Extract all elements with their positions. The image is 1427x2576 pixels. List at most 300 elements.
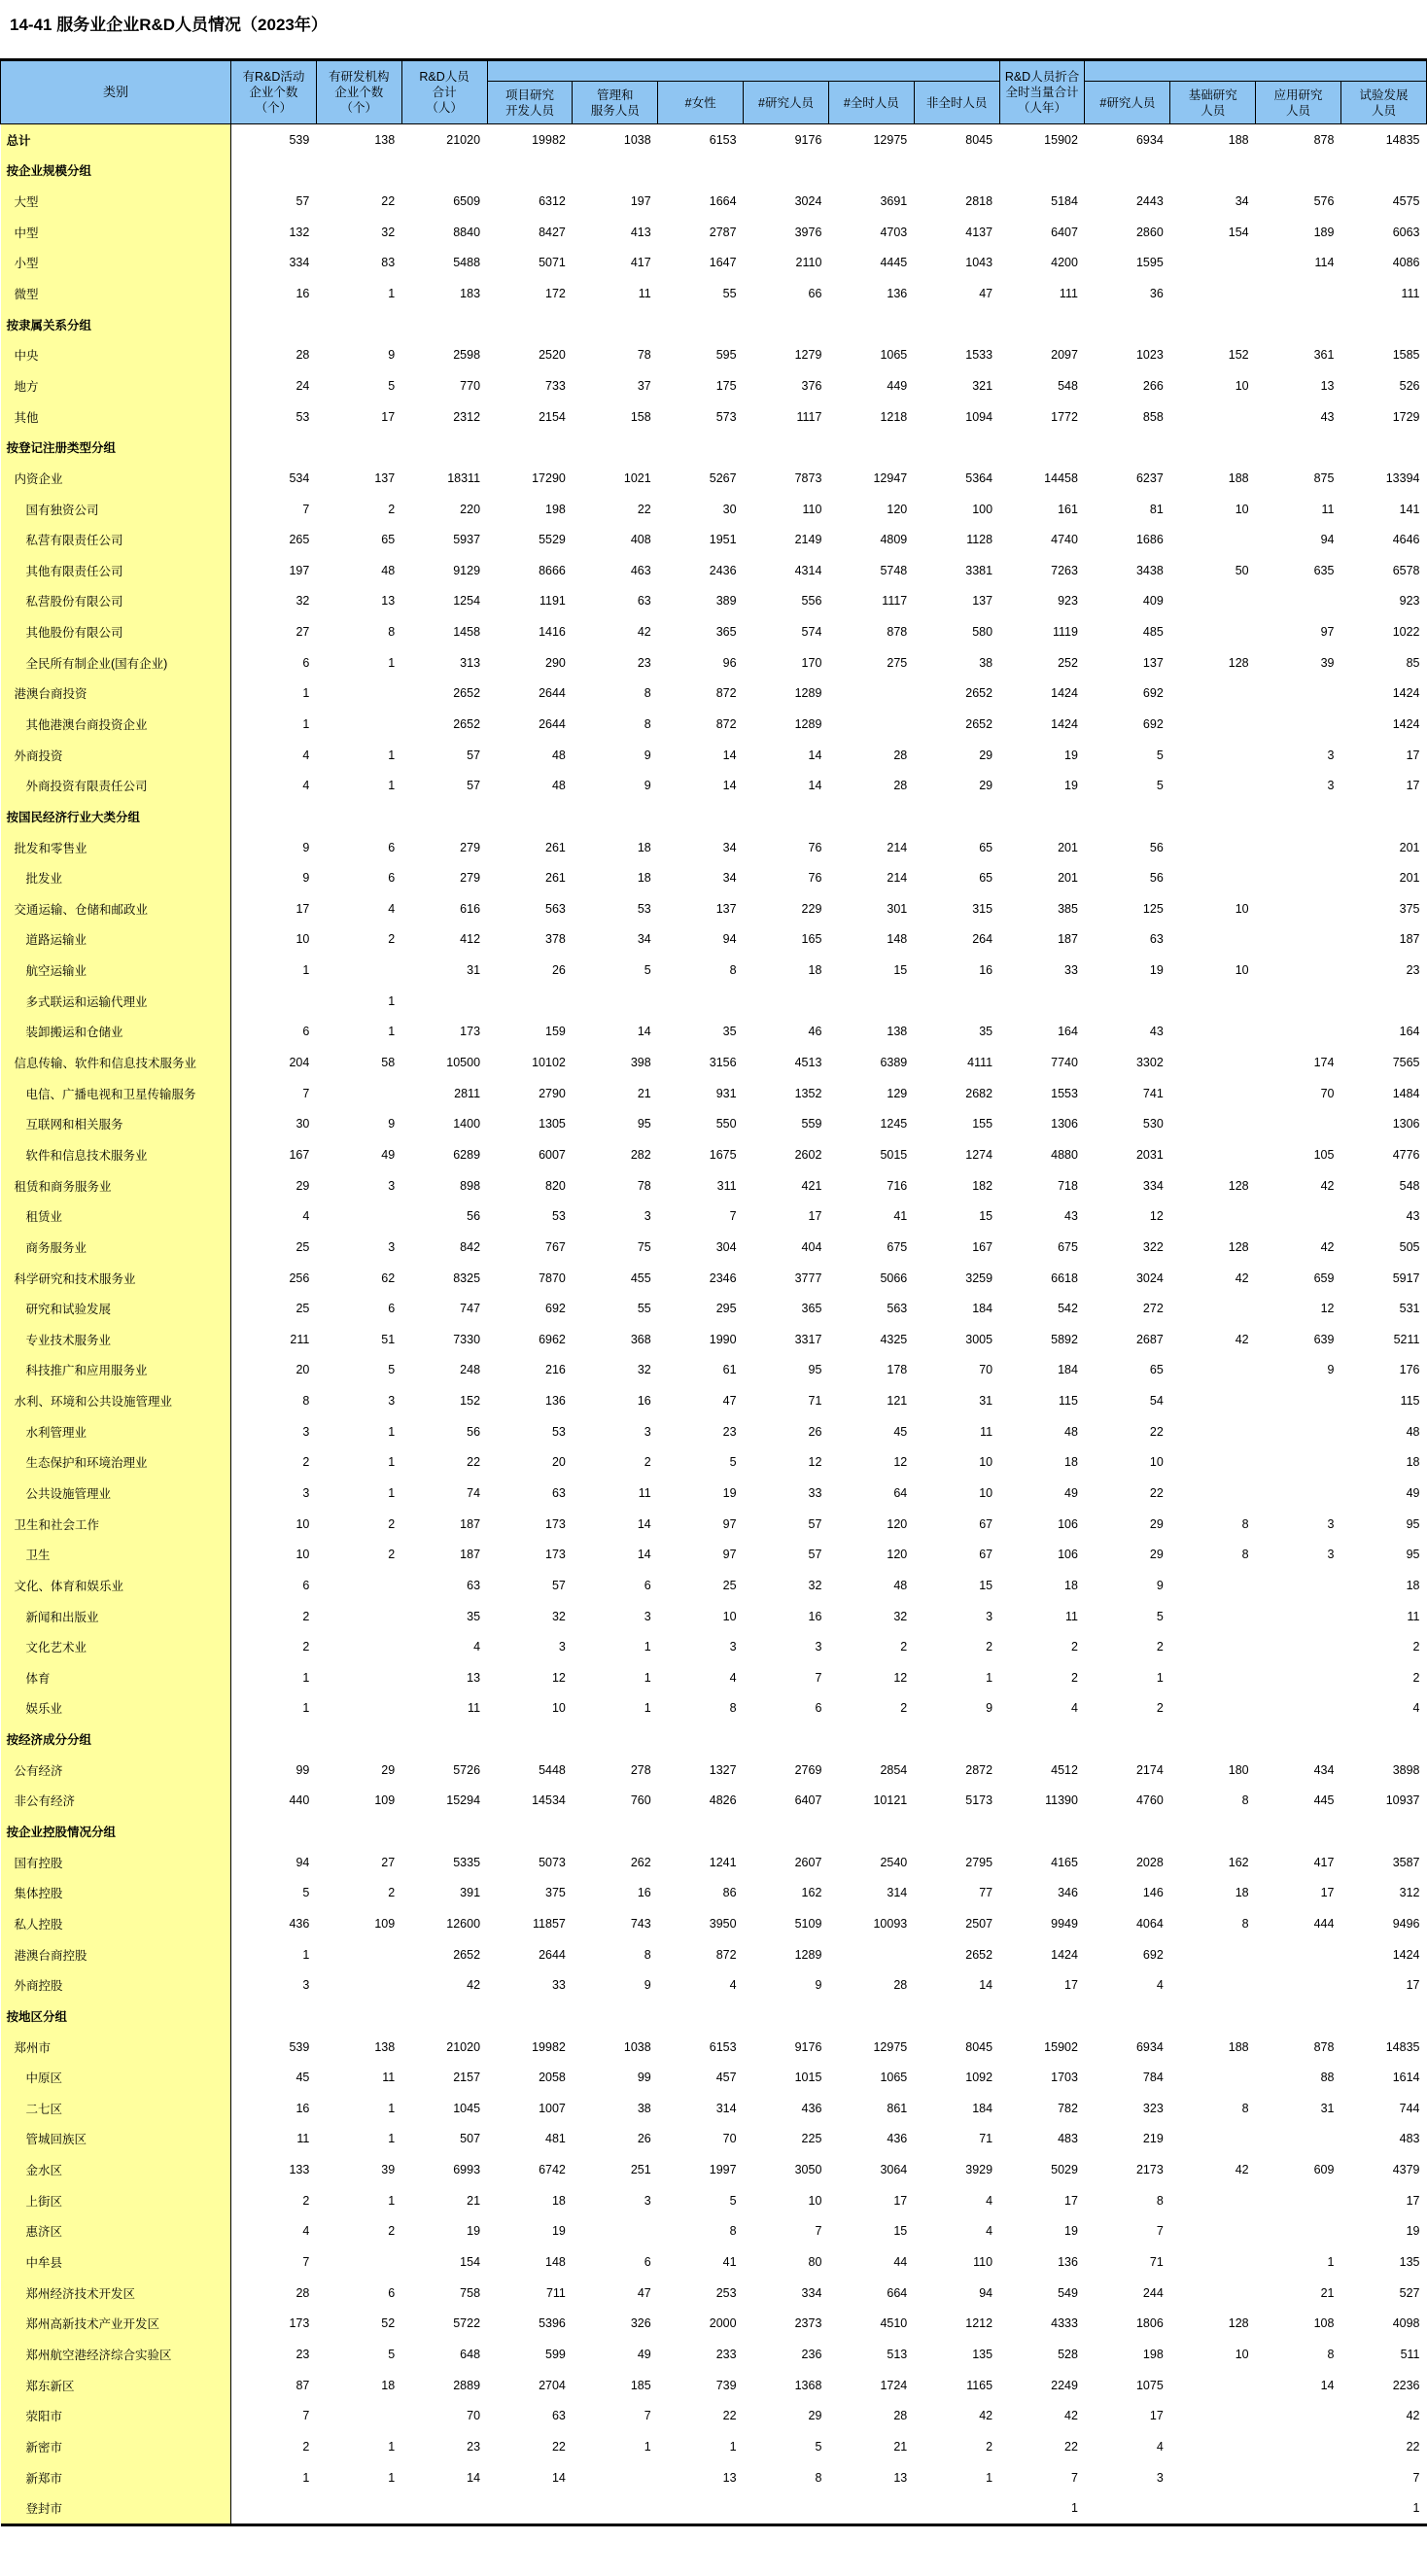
cell-rd_activity_firms: 4	[302, 2224, 310, 2239]
cell-mgmt_service_personnel: 3	[644, 1609, 651, 1623]
cell-mgmt_service_personnel: 42	[637, 625, 651, 640]
cell-part_time: 8045	[965, 2039, 993, 2054]
cell-basic_research: 128	[1228, 2316, 1249, 2331]
cell-rd_personnel_total: 74	[467, 1486, 481, 1500]
row-label: 电信、广播电视和卫星传输服务	[1, 1078, 231, 1109]
cell-basic_research: 10	[1235, 378, 1249, 393]
cell-fte_total: 19	[1064, 2224, 1078, 2239]
cell-researchers: 170	[801, 655, 822, 670]
cell-rd_institution_firms: 8	[388, 625, 396, 640]
cell-project_rd_personnel: 7870	[539, 1271, 566, 1285]
cell-fte_researchers: 1	[1156, 1670, 1164, 1685]
cell-part_time: 47	[979, 287, 993, 301]
cell-researchers: 162	[801, 1886, 822, 1900]
cell-full_time: 138	[887, 1025, 908, 1039]
cell-full_time: 15	[893, 2224, 908, 2239]
cell-rd_institution_firms: 62	[381, 1271, 396, 1285]
cell-experimental_dev: 1022	[1392, 625, 1420, 640]
cell-mgmt_service_personnel: 1021	[623, 470, 651, 485]
cell-experimental_dev: 511	[1400, 2347, 1420, 2361]
cell-rd_personnel_total	[401, 2001, 487, 2032]
row-label: 文化、体育和娱乐业	[1, 1570, 231, 1601]
cell-fte_total: 48	[1064, 1424, 1078, 1439]
cell-fte_researchers: 2031	[1135, 1147, 1164, 1162]
cell-rd_activity_firms: 17	[296, 901, 310, 916]
cell-rd_activity_firms: 3	[302, 1424, 310, 1439]
cell-rd_institution_firms	[316, 1693, 401, 1724]
row-label: 郑州经济技术开发区	[1, 2278, 231, 2309]
cell-rd_personnel_total: 8325	[453, 1271, 481, 1285]
cell-project_rd_personnel: 19982	[532, 132, 566, 147]
cell-rd_personnel_total: 5937	[453, 533, 481, 547]
cell-rd_institution_firms: 9	[388, 1117, 396, 1131]
cell-fte_researchers: 323	[1142, 2101, 1164, 2115]
cell-researchers: 8	[815, 2470, 822, 2485]
cell-full_time: 13	[893, 2470, 908, 2485]
cell-experimental_dev: 22	[1406, 2439, 1420, 2454]
cell-rd_activity_firms	[231, 2001, 317, 2032]
cell-project_rd_personnel: 20	[551, 1455, 566, 1470]
cell-researchers: 2769	[794, 1762, 822, 1777]
cell-rd_personnel_total: 57	[467, 779, 481, 793]
cell-mgmt_service_personnel: 760	[630, 1793, 651, 1808]
cell-mgmt_service_personnel: 463	[630, 563, 651, 577]
cell-project_rd_personnel: 136	[545, 1394, 566, 1409]
cell-basic_research	[1170, 801, 1256, 832]
cell-part_time: 4	[986, 2193, 993, 2208]
cell-full_time: 21	[893, 2439, 908, 2454]
cell-project_rd_personnel: 5071	[539, 256, 566, 270]
cell-full_time: 6389	[880, 1056, 908, 1070]
cell-fte_researchers: 6237	[1135, 470, 1164, 485]
cell-fte_total	[999, 309, 1085, 340]
table-body	[1, 124, 1427, 2525]
cell-mgmt_service_personnel: 1	[644, 1701, 651, 1716]
cell-researchers: 574	[801, 625, 822, 640]
cell-mgmt_service_personnel: 18	[637, 871, 651, 886]
cell-basic_research: 162	[1228, 1855, 1249, 1869]
cell-researchers: 6407	[794, 1793, 822, 1808]
cell-rd_personnel_total: 5722	[453, 2316, 481, 2331]
cell-rd_activity_firms: 211	[290, 1332, 310, 1346]
cell-basic_research	[1170, 709, 1256, 740]
cell-full_time: 5015	[880, 1147, 908, 1162]
cell-mgmt_service_personnel	[573, 156, 658, 187]
cell-rd_personnel_total: 21020	[446, 132, 481, 147]
cell-mgmt_service_personnel: 18	[637, 840, 651, 854]
cell-female: 30	[722, 502, 737, 516]
cell-experimental_dev: 4575	[1392, 194, 1420, 209]
cell-part_time: 3259	[965, 1271, 993, 1285]
cell-applied_research: 3	[1327, 779, 1335, 793]
cell-project_rd_personnel: 173	[545, 1516, 566, 1531]
table-row	[1, 1263, 1427, 1294]
cell-researchers: 71	[808, 1394, 822, 1409]
cell-female: 8	[729, 2224, 737, 2239]
cell-applied_research: 105	[1313, 1147, 1335, 1162]
row-label: 其他股份有限公司	[1, 616, 231, 647]
cell-project_rd_personnel: 6962	[539, 1332, 566, 1346]
cell-basic_research	[1170, 616, 1256, 647]
cell-full_time	[828, 1939, 914, 1970]
cell-fte_researchers: 10	[1149, 1455, 1164, 1470]
cell-applied_research: 576	[1313, 194, 1335, 209]
cell-female: 2000	[709, 2316, 737, 2331]
table-row	[1, 309, 1427, 340]
cell-project_rd_personnel	[487, 801, 573, 832]
cell-female: 872	[715, 716, 737, 731]
cell-fte_researchers: 741	[1142, 1086, 1164, 1100]
cell-experimental_dev: 19	[1406, 2224, 1420, 2239]
cell-part_time: 4111	[967, 1056, 993, 1070]
cell-fte_researchers: 485	[1142, 625, 1164, 640]
cell-experimental_dev: 42	[1406, 2409, 1420, 2423]
cell-fte_total: 187	[1058, 932, 1078, 947]
cell-rd_personnel_total: 279	[460, 871, 481, 886]
cell-rd_institution_firms: 51	[381, 1332, 396, 1346]
cell-full_time: 136	[887, 287, 908, 301]
cell-full_time: 214	[887, 840, 908, 854]
cell-project_rd_personnel: 2154	[539, 409, 566, 424]
cell-project_rd_personnel: 11857	[533, 1916, 566, 1931]
cell-experimental_dev: 17	[1406, 2193, 1420, 2208]
table-row	[1, 401, 1427, 433]
cell-fte_total: 9949	[1051, 1916, 1078, 1931]
cell-researchers: 6	[815, 1701, 822, 1716]
cell-fte_total: 4740	[1051, 533, 1078, 547]
cell-fte_researchers: 3024	[1135, 1271, 1164, 1285]
cell-rd_institution_firms: 1	[388, 748, 396, 762]
cell-experimental_dev: 1614	[1392, 2071, 1420, 2085]
cell-project_rd_personnel	[487, 2492, 573, 2524]
cell-basic_research	[1170, 1139, 1256, 1170]
cell-fte_total	[999, 432, 1085, 463]
cell-rd_personnel_total	[401, 1816, 487, 1847]
cell-rd_activity_firms: 2	[302, 2193, 310, 2208]
cell-rd_institution_firms	[316, 1662, 401, 1693]
cell-full_time: 1117	[882, 594, 908, 609]
cell-fte_total: 5892	[1051, 1332, 1078, 1346]
cell-rd_institution_firms	[316, 1570, 401, 1601]
cell-project_rd_personnel: 8427	[539, 225, 566, 239]
cell-project_rd_personnel: 22	[551, 2439, 566, 2454]
cell-female: 1990	[709, 1332, 737, 1346]
row-label: 中央	[1, 339, 231, 370]
cell-part_time: 71	[979, 2132, 993, 2146]
cell-rd_activity_firms: 99	[296, 1762, 310, 1777]
table-row	[1, 1416, 1427, 1447]
table-row	[1, 1201, 1427, 1232]
table-row	[1, 217, 1427, 248]
cell-researchers: 76	[808, 840, 822, 854]
cell-full_time: 28	[893, 779, 908, 793]
cell-fte_researchers	[1085, 1816, 1170, 1847]
cell-experimental_dev: 483	[1399, 2132, 1420, 2146]
cell-rd_personnel_total: 42	[467, 1978, 481, 1993]
table-row	[1, 2339, 1427, 2370]
cell-female: 34	[722, 871, 737, 886]
cell-part_time: 11	[980, 1424, 993, 1439]
cell-researchers: 4314	[794, 563, 822, 577]
cell-fte_total	[999, 986, 1085, 1017]
cell-applied_research	[1256, 2124, 1341, 2155]
cell-fte_researchers: 692	[1142, 686, 1164, 701]
table-row	[1, 2246, 1427, 2278]
cell-rd_institution_firms: 5	[388, 378, 396, 393]
cell-experimental_dev: 95	[1406, 1516, 1420, 1531]
column-header-rd_personnel_total: R&D人员 合计 （人）	[401, 60, 487, 124]
table-row	[1, 432, 1427, 463]
table-row	[1, 709, 1427, 740]
cell-part_time: 2652	[965, 686, 993, 701]
row-label: 外商控股	[1, 1969, 231, 2001]
cell-fte_total: 1772	[1051, 409, 1078, 424]
cell-rd_institution_firms: 65	[381, 533, 396, 547]
cell-part_time: 137	[972, 594, 993, 609]
cell-basic_research	[1170, 1662, 1256, 1693]
cell-fte_total: 1703	[1051, 2071, 1078, 2085]
cell-fte_total: 7	[1070, 2470, 1078, 2485]
cell-basic_research	[1170, 401, 1256, 433]
row-label: 中牟县	[1, 2246, 231, 2278]
cell-rd_activity_firms: 1	[302, 963, 310, 978]
cell-rd_activity_firms: 9	[302, 871, 310, 886]
cell-project_rd_personnel	[487, 1816, 573, 1847]
cell-experimental_dev: 1424	[1392, 716, 1420, 731]
cell-basic_research	[1170, 2001, 1256, 2032]
cell-female: 1997	[709, 2163, 737, 2177]
cell-part_time: 315	[972, 901, 993, 916]
cell-applied_research	[1256, 1969, 1341, 2001]
cell-basic_research: 8	[1241, 2101, 1249, 2115]
cell-basic_research	[1170, 1723, 1256, 1755]
cell-applied_research	[1256, 1447, 1341, 1479]
cell-applied_research	[1256, 893, 1341, 924]
cell-rd_institution_firms: 49	[381, 1147, 396, 1162]
cell-basic_research	[1170, 1969, 1256, 2001]
cell-fte_researchers: 1595	[1135, 256, 1164, 270]
cell-mgmt_service_personnel	[573, 1723, 658, 1755]
cell-experimental_dev: 14835	[1385, 132, 1420, 147]
cell-researchers: 10	[808, 2193, 822, 2208]
row-label: 上街区	[1, 2185, 231, 2216]
cell-project_rd_personnel: 767	[545, 1239, 566, 1254]
cell-basic_research	[1170, 2185, 1256, 2216]
cell-applied_research: 878	[1313, 132, 1335, 147]
cell-researchers: 18	[808, 963, 822, 978]
cell-fte_researchers: 2443	[1135, 194, 1164, 209]
cell-rd_personnel_total: 747	[460, 1302, 481, 1316]
row-label: 郑东新区	[1, 2370, 231, 2401]
cell-part_time: 38	[979, 655, 993, 670]
cell-fte_total: 201	[1058, 840, 1078, 854]
cell-part_time	[914, 432, 999, 463]
cell-fte_total: 106	[1058, 1516, 1078, 1531]
row-label: 卫生和社会工作	[1, 1509, 231, 1540]
cell-fte_researchers: 2687	[1135, 1332, 1164, 1346]
cell-researchers: 3976	[794, 225, 822, 239]
cell-mgmt_service_personnel	[573, 309, 658, 340]
cell-female: 1327	[709, 1762, 737, 1777]
cell-applied_research	[1256, 432, 1341, 463]
cell-female: 233	[715, 2347, 737, 2361]
row-label: 集体控股	[1, 1878, 231, 1909]
cell-applied_research	[1256, 156, 1341, 187]
row-label: 私人控股	[1, 1908, 231, 1939]
cell-full_time: 120	[887, 502, 908, 516]
cell-experimental_dev: 4646	[1392, 533, 1420, 547]
cell-mgmt_service_personnel: 38	[637, 2101, 651, 2115]
cell-rd_activity_firms	[231, 801, 317, 832]
cell-fte_researchers: 19	[1149, 963, 1164, 978]
table-row	[1, 1631, 1427, 1662]
cell-full_time: 2	[900, 1640, 908, 1654]
cell-rd_institution_firms: 6	[388, 1302, 396, 1316]
table-row	[1, 986, 1427, 1017]
cell-rd_personnel_total: 248	[460, 1363, 481, 1377]
cell-researchers: 5	[815, 2439, 822, 2454]
cell-rd_activity_firms: 167	[289, 1147, 310, 1162]
cell-rd_personnel_total: 7330	[453, 1332, 481, 1346]
cell-rd_institution_firms	[316, 1723, 401, 1755]
cell-part_time: 67	[979, 1548, 993, 1562]
cell-full_time	[828, 986, 914, 1017]
column-header-category: 类别	[1, 60, 231, 124]
cell-applied_research	[1256, 1662, 1341, 1693]
cell-applied_research	[1256, 2492, 1341, 2524]
cell-project_rd_personnel: 172	[545, 287, 566, 301]
cell-rd_activity_firms: 94	[296, 1855, 310, 1869]
cell-project_rd_personnel: 1416	[539, 625, 566, 640]
cell-mgmt_service_personnel: 14	[637, 1548, 651, 1562]
cell-researchers: 1289	[794, 716, 822, 731]
table-row	[1, 1939, 1427, 1970]
cell-full_time: 15	[893, 963, 908, 978]
cell-rd_institution_firms	[316, 1201, 401, 1232]
cell-rd_personnel_total: 22	[467, 1455, 481, 1470]
cell-rd_activity_firms	[231, 2492, 317, 2524]
cell-project_rd_personnel: 19982	[532, 2039, 566, 2054]
cell-rd_activity_firms: 1	[302, 1947, 310, 1962]
cell-fte_researchers: 1075	[1135, 2378, 1164, 2392]
cell-project_rd_personnel: 3	[558, 1640, 566, 1654]
cell-project_rd_personnel: 33	[551, 1978, 566, 1993]
cell-project_rd_personnel	[487, 432, 573, 463]
cell-project_rd_personnel: 6742	[539, 2163, 566, 2177]
cell-applied_research	[1256, 1570, 1341, 1601]
cell-project_rd_personnel: 261	[545, 840, 566, 854]
cell-fte_total: 49	[1064, 1486, 1078, 1500]
cell-rd_personnel_total: 1254	[453, 594, 481, 609]
cell-rd_institution_firms: 1	[388, 1486, 396, 1500]
cell-part_time: 15	[979, 1209, 993, 1224]
cell-full_time: 64	[893, 1486, 908, 1500]
cell-project_rd_personnel: 159	[545, 1025, 566, 1039]
table-row	[1, 339, 1427, 370]
table-row	[1, 1509, 1427, 1540]
cell-experimental_dev: 7	[1412, 2470, 1420, 2485]
cell-applied_research	[1256, 1939, 1341, 1970]
cell-female: 8	[729, 1701, 737, 1716]
cell-basic_research	[1170, 1201, 1256, 1232]
column-header-full_time: #全时人员	[828, 82, 914, 124]
cell-researchers: 3317	[794, 1332, 822, 1346]
cell-applied_research: 417	[1313, 1855, 1335, 1869]
row-label: 批发业	[1, 862, 231, 893]
cell-part_time	[914, 156, 999, 187]
cell-full_time: 1065	[880, 2071, 908, 2085]
cell-part_time	[914, 2492, 999, 2524]
cell-applied_research: 609	[1313, 2163, 1335, 2177]
cell-applied_research	[1256, 1816, 1341, 1847]
cell-project_rd_personnel: 17290	[532, 470, 566, 485]
cell-rd_activity_firms: 436	[289, 1916, 310, 1931]
table-row	[1, 2154, 1427, 2185]
cell-rd_personnel_total: 19	[467, 2224, 481, 2239]
cell-researchers: 7	[815, 1670, 822, 1685]
cell-basic_research	[1170, 1017, 1256, 1048]
table-row	[1, 1170, 1427, 1201]
cell-part_time: 135	[972, 2347, 993, 2361]
cell-fte_researchers	[1085, 2492, 1170, 2524]
cell-part_time: 70	[979, 1363, 993, 1377]
cell-rd_institution_firms: 3	[388, 1239, 396, 1254]
cell-rd_institution_firms: 138	[374, 132, 396, 147]
cell-basic_research	[1170, 248, 1256, 279]
cell-female: 86	[722, 1886, 737, 1900]
cell-researchers: 1368	[794, 2378, 822, 2392]
cell-full_time: 45	[893, 1424, 908, 1439]
cell-researchers: 16	[808, 1609, 822, 1623]
row-label: 港澳台商投资	[1, 679, 231, 710]
cell-female: 573	[715, 409, 737, 424]
cell-rd_institution_firms: 6	[388, 2285, 396, 2300]
cell-project_rd_personnel: 2704	[539, 2378, 566, 2392]
table-row	[1, 924, 1427, 956]
cell-rd_institution_firms	[316, 2492, 401, 2524]
cell-fte_researchers: 2173	[1135, 2163, 1164, 2177]
cell-mgmt_service_personnel: 9	[644, 748, 651, 762]
cell-full_time: 214	[887, 871, 908, 886]
cell-rd_activity_firms: 4	[302, 1209, 310, 1224]
cell-fte_researchers: 266	[1142, 378, 1164, 393]
cell-rd_personnel_total: 187	[460, 1548, 481, 1562]
cell-rd_institution_firms: 83	[381, 256, 396, 270]
cell-rd_institution_firms: 1	[388, 2132, 396, 2146]
column-group-spacer	[1085, 60, 1427, 82]
cell-full_time: 4809	[880, 533, 908, 547]
cell-rd_personnel_total: 279	[460, 840, 481, 854]
cell-full_time	[828, 1816, 914, 1847]
table-row	[1, 278, 1427, 309]
cell-part_time: 2682	[965, 1086, 993, 1100]
cell-part_time	[914, 309, 999, 340]
cell-part_time: 2818	[965, 194, 993, 209]
cell-rd_institution_firms	[316, 2400, 401, 2431]
cell-basic_research	[1170, 862, 1256, 893]
cell-rd_activity_firms: 28	[296, 348, 310, 363]
cell-fte_total: 7740	[1051, 1056, 1078, 1070]
cell-female: 10	[722, 1609, 737, 1623]
cell-mgmt_service_personnel: 1038	[623, 2039, 651, 2054]
cell-full_time	[828, 2492, 914, 2524]
cell-researchers: 1289	[794, 1947, 822, 1962]
cell-applied_research: 11	[1321, 502, 1335, 516]
cell-part_time: 14	[979, 1978, 993, 1993]
cell-rd_activity_firms: 87	[296, 2378, 310, 2392]
cell-rd_institution_firms: 17	[381, 409, 396, 424]
cell-full_time: 449	[887, 378, 908, 393]
